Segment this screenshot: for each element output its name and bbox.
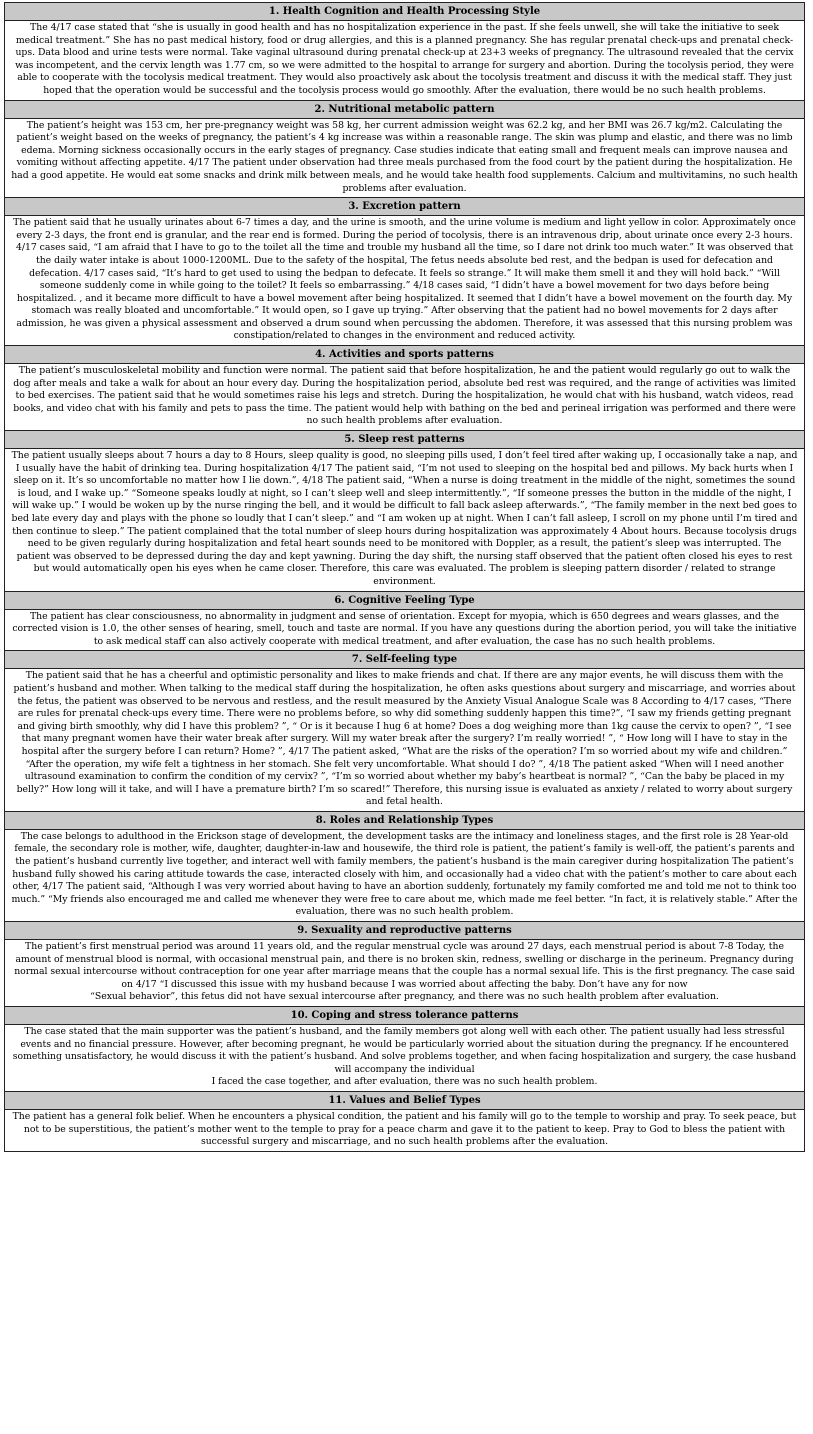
section-6-title: 6. Cognitive Feeling Type [5, 591, 805, 609]
section-9-text-1: The patient’s first menstrual period was around 11 years old, and the regular menstrual cycle was around 27 days, each menstrual period is about 7-8 Today, the amount of menstrual blood is normal, with occasional menstrual pain, and there is no broken skin, redness, swelling or discharge in the perineum. Pregnancy during normal sexual intercourse without contraception for one year after marriage means that the couple has a normal sexual life. This is the first pregnancy. The case said on 4/17 “I discussed this issue with my husband because I was worried about affecting the baby. Don’t have any for now [14, 941, 795, 990]
section-6-body [5, 609, 805, 651]
section-3-title: 3. Excretion pattern [5, 198, 805, 216]
section-6-text: The patient has clear consciousness, no abnormality in judgment and sense of orientation. Except for myopia, which is 650 degrees and wears glasses, and the corrected vision is 1.0, the other senses of hearing, smell, touch and taste are normal. If you have any questions during the abortion period, you will take the initiative to ask medical staff can also actively cooperate with medical treatment, and after evaluation, the case has no such health problems. [12, 610, 797, 647]
section-5-title: 5. Sleep rest patterns [5, 431, 805, 449]
section-10-title: 10. Coping and stress tolerance patterns [5, 1007, 805, 1025]
section-11-body [5, 1109, 805, 1151]
section-2-body [5, 118, 805, 198]
section-7-text: The patient said that he has a cheerful and optimistic personality and likes to make friends and chat. If there are any major events, he will discuss them with the patient’s husband and mother. When talking to the medical staff during the hospitalization, he often asks questions about surgery and miscarriage, and worries about the fetus, the patient was observed to be nervous and restless, and the result measured by the Anxiety Visual Analogue Scale was 8 According to 4/17 cases, “There are rules for prenatal check-ups every time. There were no problems before, so why did something suddenly happen this time?”, “I saw my friends getting pregnant and giving birth smoothly, why did I have this problem? ”, “ Or is it because I hug 6 at home? Does a dog weighing more than 1kg cause the cervix to open? ”, “I see that many pregnant women have their water break after surgery. Will my water break after the surgery? I’m really worried! ”, “ How long will I have to stay in the hospital after the surgery before I can return? Home? ”, 4/17 The patient asked, “What are the risks of the operation? I’m so worried about my wife and children.” “After the operation, my wife felt a tightness in her stomach. She felt very uncomfortable. What should I do? ”, 4/18 The patient asked “When will I need another ultrasound examination to confirm the condition of my cervix? ”, “I’m so worried about whether my baby’s heartbeat is normal? ”, “Can the baby be placed in my belly?” How long will it take, and will I have a premature birth? I’m so scared!” Therefore, this nursing issue is evaluated as anxiety / related to worry about surgery and fetal health. [13, 670, 796, 808]
section-11-title: 11. Values and Belief Types [5, 1091, 805, 1109]
section-11-text: The patient has a general folk belief. When he encounters a physical condition, the patient and his family will go to the temple to worship and pray. To seek peace, but not to be superstitious, the patient’s mother went to the temple to pray for a peace charm and gave it to the patient to keep. Pray to God to bless the patient with successful surgery and miscarriage, and no such health problems after the evaluation. [12, 1110, 797, 1148]
section-1-title: 1. Health Cognition and Health Processing Style [5, 3, 805, 21]
section-2-text: The patient’s height was 153 cm, her pre-pregnancy weight was 58 kg, her current admission weight was 62.2 kg, and her BMI was 26.7 kg/m2. Calculating the patient’s weight based on the weeks of pregnancy, the patient’s 4 kg increase was within a reasonable range. The skin was plump and elastic, and there was no limb edema. Morning sickness occasionally occurs in the early stages of pregnancy. Case studies indicate that eating small and frequent meals can improve nausea and vomiting without affecting appetite. 4/17 The patient under observation had three meals purchased from the food court by the patient during the hospitalization. He had a good appetite. He would eat some snacks and drink milk between meals, and he would take health food supplements. Calcium and multivitamins, no such health problems after evaluation. [11, 119, 798, 194]
section-4-title: 4. Activities and sports patterns [5, 346, 805, 364]
section-3-body [5, 216, 805, 346]
section-10-text-2: I faced the case together, and after evaluation, there was no such health problem. [211, 1076, 598, 1088]
section-9-title: 9. Sexuality and reproductive patterns [5, 922, 805, 940]
section-7-body [5, 669, 805, 812]
section-1-text: The 4/17 case stated that “she is usually in good health and has no hospitalization experience in the past. If she feels unwell, she will take the initiative to seek medical treatment.” She has no past medical history, food or drug allergies, and this is a planned pregnancy. She has regular prenatal check-ups and prenatal check-ups. Data blood and urine tests were normal. Take vaginal ultrasound during prenatal check-up at 23+3 weeks of pregnancy. The ultrasound revealed that the cervix was incompetent, and the cervix length was 1.77 cm, so we were admitted to the hospital to arrange for surgery and abortion. During the tocolysis period, they were able to cooperate with the tocolysis medical treatment. They would also proactively ask about the tocolysis treatment and discuss it with the medical staff. They just hoped that the operation would be successful and the tocolysis process would go smoothly. After the evaluation, there would be no such health problems. [15, 22, 794, 96]
assessment-table [4, 2, 805, 1152]
section-2-title: 2. Nutritional metabolic pattern [5, 100, 805, 118]
section-5-body [5, 449, 805, 592]
section-8-title: 8. Roles and Relationship Types [5, 811, 805, 829]
section-9-body [5, 940, 805, 1007]
section-8-body [5, 829, 805, 921]
section-3-text: The patient said that he usually urinates about 6-7 times a day, and the urine is smooth, and the urine volume is medium and light yellow in color. Approximately once every 2-3 days, the front end is granular, and the rear end is formed. During the period of tocolysis, there is an intravenous drip, about urinate once every 2-3 hours. 4/17 cases said, “I am afraid that I have to go to the toilet all the time and trouble my husband all the time, so I dare not drink too much water.” It was observed that the daily water intake is about 1000-1200ML. Due to the safety of the hospital, The fetus needs absolute bed rest, and the bedpan is used for defecation and defecation. 4/17 cases said, “It’s hard to get used to using the bedpan to defecate. It feels so strange.” It will make them smell it and they will hold back.” “Will someone suddenly come in while going to the toilet? It feels so embarrassing.” 4/18 cases said, “I didn’t have a bowel movement for two days before being hospitalized. , and it became more difficult to have a bowel movement after being hospitalized. It seemed that I didn’t have a bowel movement on the fourth day. My stomach was really bloated and uncomfortable.” It would open, so I gave up trying.” After observing that the patient had no bowel movements for 2 days after admission, he was given a physical assessment and observed a drum sound when percussing the abdomen. Therefore, it was assessed that this nursing problem was constipation/related to changes in the environment and reduced activity. [13, 217, 796, 342]
section-1-body [5, 21, 805, 101]
section-4-text: The patient’s musculoskeletal mobility and function were normal. The patient said that before hospitalization, he and the patient would regularly go out to walk the dog after meals and take a walk for about an hour every day. During the hospitalization period, absolute bed rest was required, and the range of activities was limited to bed exercises. The patient said that he would sometimes raise his legs and stretch. During the hospitalization, he would chat with his husband, watch videos, read books, and video chat with his family and pets to pass the time. The patient would help with bathing on the bed and perineal irrigation was performed and there were no such health problems after evaluation. [13, 365, 796, 427]
section-5-text: The patient usually sleeps about 7 hours a day to 8 Hours, sleep quality is good, no sleeping pills used, I don’t feel tired after waking up, I occasionally take a nap, and I usually have the habit of drinking tea. During hospitalization 4/17 The patient said, “I’m not used to sleeping on the hospital bed and pillows. My back hurts when I sleep on it. It’s so uncomfortable no matter how I lie down.”, 4/18 The patient said, “When a nurse is doing treatment in the middle of the night, sometimes the sound is loud, and I wake up.” “Someone speaks loudly at night, so I can’t sleep well and sleep intermittently.”, “If someone presses the button in the middle of the night, I will wake up.” I would be woken up by the nurse ringing the bell, and it would be difficult to fall back asleep afterwards.”, “The family member in the next bed goes to bed late every day and plays with the phone so loudly that I can’t sleep.” and “I am woken up at night. When I can’t fall asleep, I scroll on my phone until I’m tired and then continue to sleep.” The patient complained that the total number of sleep hours during hospitalization was approximately 4 About hours. Because tocolysis drugs need to be given regularly during hospitalization and fetal heart sounds need to be monitored with Doppler, as a result, the patient’s sleep was interrupted. The patient was observed to be depressed during the day and kept yawning. During the day shift, the nursing staff observed that the patient often closed his eyes to rest but would automatically open his eyes when he came closer. Therefore, this care was evaluated. The problem is sleeping pattern disorder / related to strange environment. [11, 450, 798, 587]
section-9-text-2: “Sexual behavior”, this fetus did not have sexual intercourse after pregnancy, and there was no such health problem after evaluation. [90, 991, 719, 1003]
section-10-body [5, 1025, 805, 1092]
section-7-title: 7. Self-feeling type [5, 651, 805, 669]
section-8-text: The case belongs to adulthood in the Erickson stage of development, the development tasks are the intimacy and loneliness stages, and the first role is 28 Year-old female, the secondary role is mother, wife, daughter, daughter-in-law and housewife, the third role is patient, the patient’s family is well-off, the patient’s parents and the patient’s husband currently live together, and interact well with family members, the patient’s husband is the main caregiver during hospitalization The patient’s husband fully showed his caring attitude towards the case, interacted closely with him, and occasionally had a video chat with the patient’s mother to care about each other, 4/17 The patient said, “Although I was very worried about having to have an abortion suddenly, fortunately my family comforted me and told me not to think too much.” “My friends also encouraged me and called me whenever they were free to care about me, which made me feel better. “In fact, it is relatively stable.” After the evaluation, there was no such health problem. [11, 830, 798, 918]
section-10-text-1: The case stated that the main supporter was the patient’s husband, and the family members got along well with each other. The patient usually had less stressful events and no financial pressure. However, after becoming pregnant, he would be particularly worried about the situation during the pregnancy. If he encountered something unsatisfactory, he would discuss it with the patient’s husband. And solve problems together, and when facing hospitalization and surgery, the case husband will accompany the individual [12, 1026, 797, 1075]
section-4-body [5, 364, 805, 431]
